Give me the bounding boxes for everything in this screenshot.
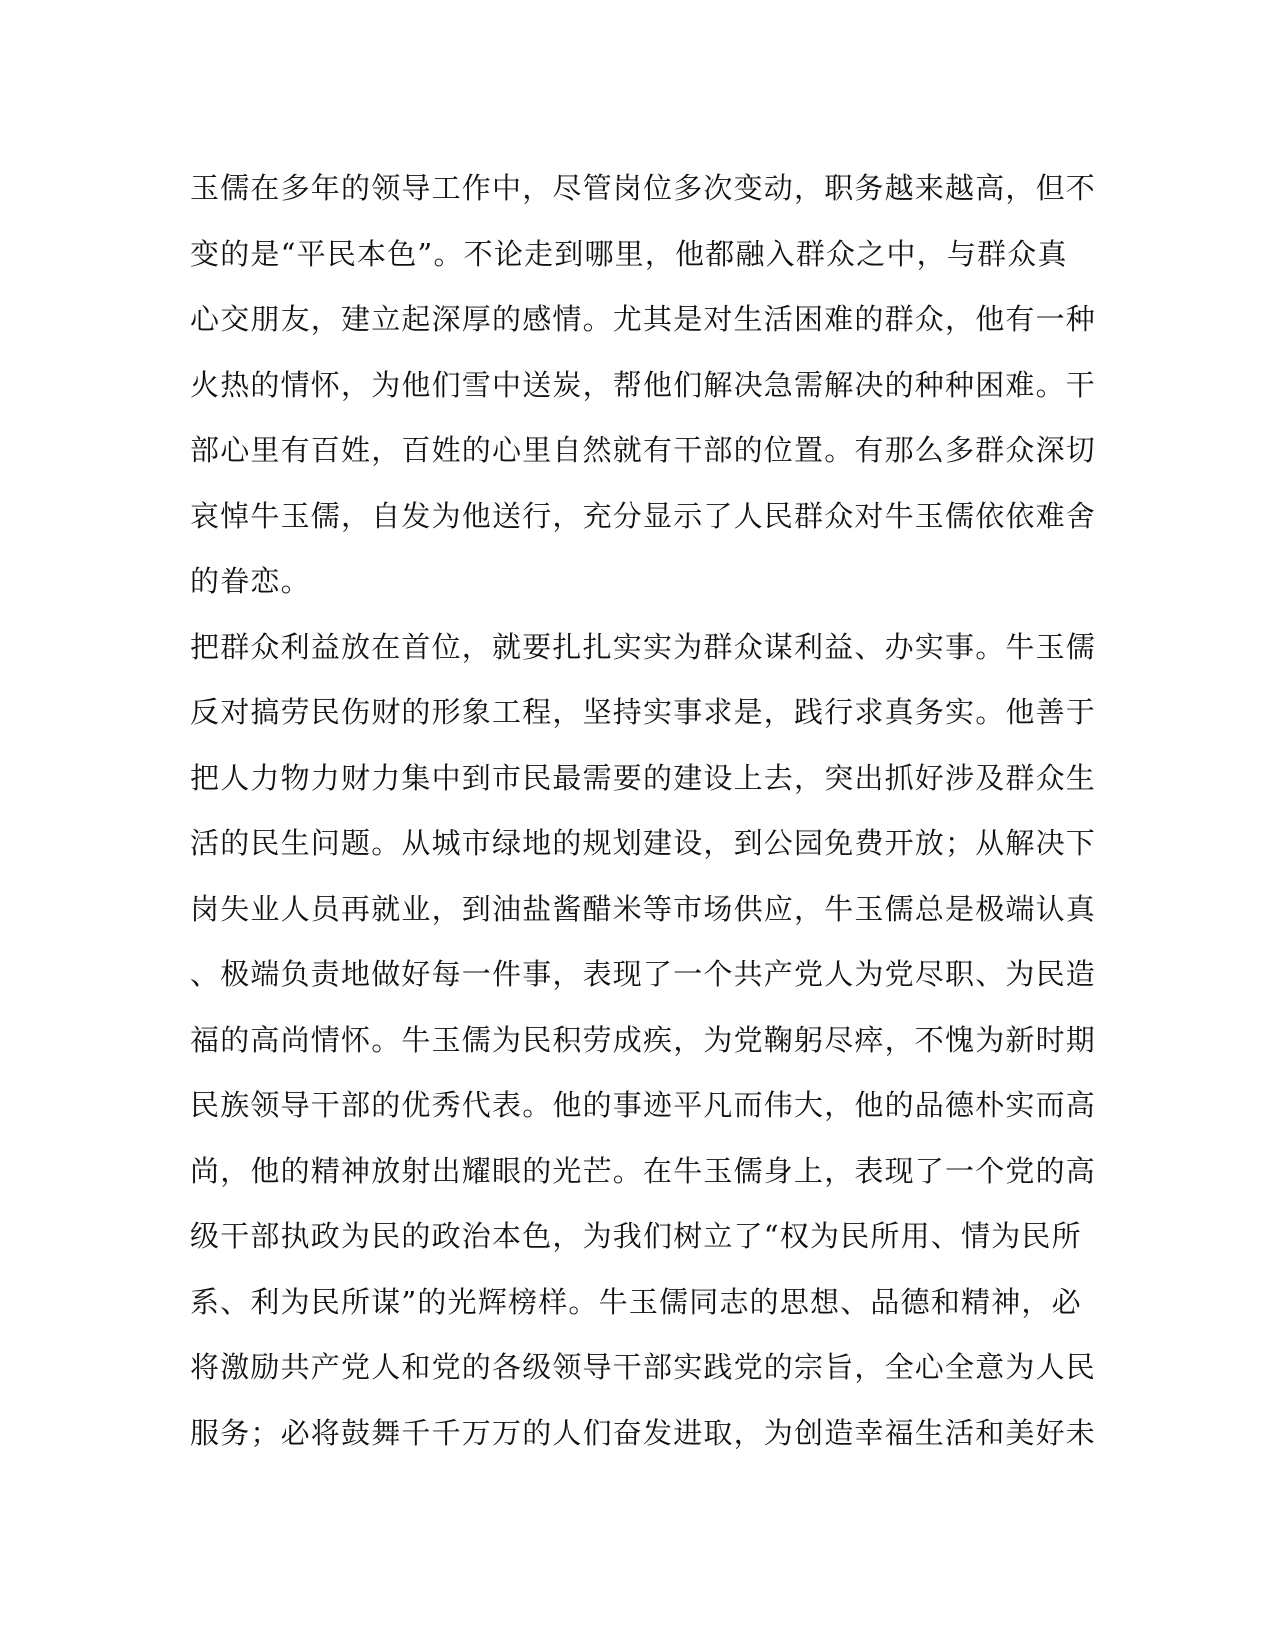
text-line: 活的民生问题。从城市绿地的规划建设，到公园免费开放；从解决下 bbox=[190, 826, 1097, 860]
text-line: 变的是“平民本色”。不论走到哪里，他都融入群众之中，与群众真 bbox=[190, 236, 1068, 271]
text-line: 反对搞劳民伤财的形象工程，坚持实事求是，践行求真务实。他善于 bbox=[190, 695, 1097, 729]
text-line: 、极端负责地做好每一件事，表现了一个共产党人为党尽职、为民造 bbox=[190, 957, 1097, 991]
text-line: 系、利为民所谋”的光辉榜样。牛玉儒同志的思想、品德和精神，必 bbox=[190, 1284, 1082, 1319]
text-line: 部心里有百姓，百姓的心里自然就有干部的位置。有那么多群众深切 bbox=[190, 433, 1097, 467]
text-line: 福的高尚情怀。牛玉儒为民积劳成疾，为党鞠躬尽瘁，不愧为新时期 bbox=[190, 1022, 1097, 1057]
text-line: 将激励共产党人和党的各级领导干部实践党的宗旨，全心全意为人民 bbox=[190, 1350, 1097, 1384]
body-text bbox=[190, 156, 1097, 1466]
text-line: 岗失业人员再就业，到油盐酱醋米等市场供应，牛玉儒总是极端认真 bbox=[190, 891, 1097, 926]
text-line: 民族领导干部的优秀代表。他的事迹平凡而伟大，他的品德朴实而高 bbox=[190, 1088, 1097, 1122]
text-line: 把群众利益放在首位，就要扎扎实实为群众谋利益、办实事。牛玉儒 bbox=[190, 629, 1097, 664]
text-line: 哀悼牛玉儒，自发为他送行，充分显示了人民群众对牛玉儒依依难舍 bbox=[190, 498, 1097, 533]
text-line: 的眷恋。 bbox=[190, 564, 311, 598]
text-line: 把人力物力财力集中到市民最需要的建设上去，突出抓好涉及群众生 bbox=[190, 760, 1097, 795]
text-line: 服务；必将鼓舞千千万万的人们奋发进取，为创造幸福生活和美好未 bbox=[190, 1415, 1097, 1450]
text-line: 尚，他的精神放射出耀眼的光芒。在牛玉儒身上，表现了一个党的高 bbox=[190, 1153, 1097, 1188]
text-line: 心交朋友，建立起深厚的感情。尤其是对生活困难的群众，他有一种 bbox=[190, 302, 1097, 336]
text-line: 级干部执政为民的政治本色，为我们树立了“权为民所用、情为民所 bbox=[190, 1219, 1082, 1253]
text-line: 玉儒在多年的领导工作中，尽管岗位多次变动，职务越来越高，但不 bbox=[190, 171, 1097, 205]
text-line: 火热的情怀，为他们雪中送炭，帮他们解决急需解决的种种困难。干 bbox=[190, 367, 1097, 402]
